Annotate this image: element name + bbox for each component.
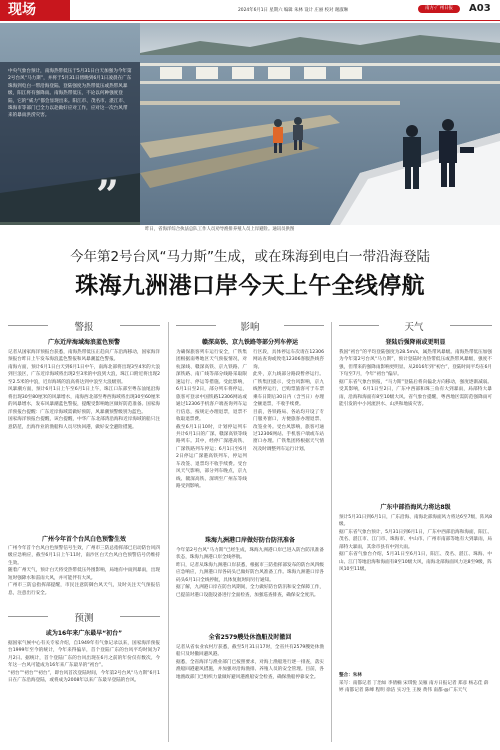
header-rule-left [176, 325, 216, 326]
column-title-weather: 天气 [404, 322, 424, 333]
header-rule-right [120, 616, 160, 617]
column-divider [168, 322, 169, 742]
header-rule-right [284, 325, 324, 326]
subheadline: 珠海九洲港口岸做好防台防汛准备 [204, 537, 295, 544]
article-text: 我国“初台”的平均登陆强度为28.5m/s，属热带风暴级。南海热带低压加强为今年第2号台风“马力斯”，预计登陆时为热带低压或热带风暴级，强度不强，但带来的强降雨影响更明显。从2016年到“初台”，登陆时间平均在6月下旬至7月，今年“初台”偏早。 据广东省气象台预报，“马力斯”登陆后将向偏北方向移动，强度逐渐减弱。受其影响，6月1日至2日，广东中西部和珠三角有大到暴雨，局部特大暴雨，沿海和海面有8至10级大风。省气象台提醒，粤西地区需防范强降雨可能引发的中小河流洪水、山洪和地质灾害。 [339, 350, 492, 408]
kicker-headline: 今年第2号台风“马力斯”生成，或在珠海到电白一带沿海登陆 [69, 249, 431, 265]
main-headline: 珠海九洲港口岸今天上午全线停航 [75, 273, 425, 299]
subheadline: 广东近岸海域海浪蓝色预警 [47, 339, 120, 346]
header-rule [0, 20, 500, 21]
subheadline: 广州今年首个台风白色预警生效 [41, 536, 126, 543]
column-title-alert: 警报 [74, 322, 94, 333]
article-text: 记者从省农业农村厅获悉，截至5月31日17时，全省共有2579艘处休渔船只及时撤回避风港。 据悉，全省海洋与渔业部门已按照要求，对海上渔船进行逐一排查，落实渔船回港避风措施，并加强对沿海渔排、养殖人员的安全管理。目前，各地渔政部门已组织力量做好避风港渔船安全检查，确保渔船停靠安全。 [176, 645, 324, 680]
overlay-summary: 中央气象台预计，南海热带低压于5月31日白天加强为今年第2号台风“马力斯”，并将于5月31日傍晚到6月1日凌晨在广东珠海到电白一带沿海登陆。登陆强度为热带低压或热带风暴级，阳江将有强降雨。南海热带低压，不论以何种强度登陆，它的“威力”都会显现出来。阳江市、茂名市、湛江市、珠海市等部门已全力以赴做好应对工作，应对这一次台风带来的暴雨洪涝灾害。 [8, 69, 132, 119]
byline-label: 整合：朱林 [339, 673, 362, 678]
subheadline: 登陆后强降雨或更明显 [385, 339, 446, 346]
date-line: 2024年6月1日 星期六 编辑 朱林 设计 庄丽 校对 谢淑琳 [238, 8, 348, 13]
column-title-forecast: 预测 [74, 613, 94, 624]
column-title-impact: 影响 [240, 322, 260, 333]
subheadline: 赣深高铁、京九铁路等部分列车停运 [201, 339, 298, 346]
header-rule-right [450, 325, 492, 326]
page-number: A03 [469, 3, 491, 14]
article-text: 据国家气候中心有关专家介绍，自1949年有气象记录以来，国家海洋预报台1999年至今的统计，今年来得偏早，首个登陆广东的台风平均时间为7月2日。据统计，首个登陆广东的台风出现在6月之前的年份仅有数次。今年这一台风可能成为16年来广东最早的“初台”。 “初台”“初台”“初台”，即台风首次登陆时间，今年第2号台风“马力斯”6月1日在广东沿海登陆，或将成为2008年以来广东最早登陆的台风。 [8, 641, 160, 684]
header-rule-right [120, 325, 160, 326]
quote-mark: ” [96, 172, 120, 219]
subheadline: 全省2579艘处休渔船及时撤回 [208, 634, 292, 641]
article-text: 广州今年首个台风白色预警信号生效，广州市三防总指挥部已启动防台风四级应急响应，截至6月1日上午11时，南沙区白天台风白色预警信号仍维持生效。 随着广州天气，预计白天将受热带低压外围影响，局地有中雨到暴雨，出现短时强降水和雷雨大风，并可能伴有大风。 广州市三防总指挥部提醒，市民注意防御台风天气，及时关注天气预报信息，注意出行安全。 [8, 546, 160, 596]
subheadline: 广东中部沿海风力将达8级 [380, 504, 451, 511]
article-text: 行区段，具体停运车次请在12306网站查询或致电12306客服热线咨询。 此外，京九线部分路段暂停运行。广铁集团提示，受台风影响，京九线暂停运行，已购票旅客可于车票乘车日期后30日内（含当日）办理全额退票，不收手续费。 目前，各铁路局、各站均开设了专门服务窗口，方便旅客办理退票、改签业务。受台风影响，旅客可通过12306网站、手机客户端或车站窗口办理。广铁集团将根据天气情况及时调整列车运行计划。 [253, 350, 324, 452]
header-rule-left [8, 325, 48, 326]
subheadline: 或为16年来广东最早“初台” [45, 630, 123, 637]
byline-credits: 采写：南都记者 丁治如 李倩楠 宋琪悦 吴雁 南方日报记者 郑彦 杨志佳 薛婷 南都记者 陈峰 程明 徐洁 实习生 王俊 黄伟 南都·@广东天气 [339, 681, 489, 694]
publication-tag: 南方·广州日报 [418, 5, 460, 13]
article-text: 今年第2号台风“马力斯”已经生成，珠海九洲港口岸已进入防台防汛准备状态，珠海九洲港口岸全线停航。 昨日，记者从珠海九洲港口岸获悉，根据市三防指挥部发布的防台风四级应急响应，九洲港口岸各码头已做好防台风准备工作。珠海九洲港口岸各码头6月1日全线停航，具体复航时间另行通知。 据了解，九洲港口岸在防台风期间，全力做好防台防汛和安全保障工作，已提前对港口设施设备进行全面检查，加强巡查排查，确保安全度汛。 [176, 548, 324, 598]
article-text: 为确保旅客列车运行安全，广铁集团根据南粤地区天气预报情况，对杭深线、赣深高铁、京九铁路、广深铁路、南广线等部分线路采取限速运行、停运等措施。受此影响，6月1日至2日，部分列车将停运，旅客可登录中国铁路12306网站或通过12306手机客户端查询列车运行信息，按规定办理退票，退票不收取退票费。 截至6月1日10时，计划停运列车共计6月1日的广深、赣深高铁等线路列车。其中，经停广深港高铁、广深铁路列车停运；6月1日至6月2日停运广深港高铁列车，停运列车改签、退票均不收手续费。受台风天气影响，部分列车晚点，京九线、赣深高铁、深圳至广州东等线路受到影响。 [176, 350, 247, 490]
article-text: 记者从国家海洋预报台获悉，南海热带低压正趋向广东沿海移动，国家海洋预报台昨日上午发布海浪蓝色警报和风暴潮蓝色警报。 南海方面，预计6月1日白天到6月1日中午，南海北部将出现3至4米的大浪到巨浪区，广东近岸海域将出现2至3米的中浪到大浪，珠江口附近将出现2至2.5米的中浪，近岸海域的浪高将达到中浪至大浪级别。 风暴潮方面，预计6月1日上午至6月1日上午，珠江口东部至粤东汕尾沿海将出现30至80厘米的风暴增水，南海西北部至粤西海域将出现30至60厘米的风暴增水，发布风暴潮蓝色警报，提醒受影响地区做好防范准备。国家海洋预报台提醒：广东近岸海域需做好预防，风暴潮预警级别为蓝色。 国家海洋预报台提醒，该台提醒，中华广东北部湾沿海和近岸海域的船只注意防范，出海作业的渔船和人员尽快回港，做好安全避险措施。 [8, 350, 160, 430]
photo-caption: 昨日，省海洋综合执法总队工作人员劝导渔排养殖人员上岸避险。通讯员供图 [145, 227, 295, 232]
header-rule-left [8, 616, 48, 617]
article-text: 预计5月31日到6月1日，广东沿海、南海北部海面风力将达6至7级，阵风8级。 据广东省气象台预计，5月31日到6月1日，广东中西部沿海和海面，阳江、茂名、湛江市、江门市、珠海市、中山市、广州市南部等地有大到暴雨，局部特大暴雨，其余市县有中到大雨。 据广东省气象台介绍，5月31日至6月1日，阳江、茂名、湛江、珠海、中山、江门等地沿海和海面有8至10级大风，南海北部海面风力达8至9级，阵风10至11级。 [339, 515, 492, 573]
section-label: 现场 [0, 0, 70, 20]
header-rule-left [339, 325, 379, 326]
column-divider [331, 322, 332, 742]
page-header [0, 0, 500, 20]
